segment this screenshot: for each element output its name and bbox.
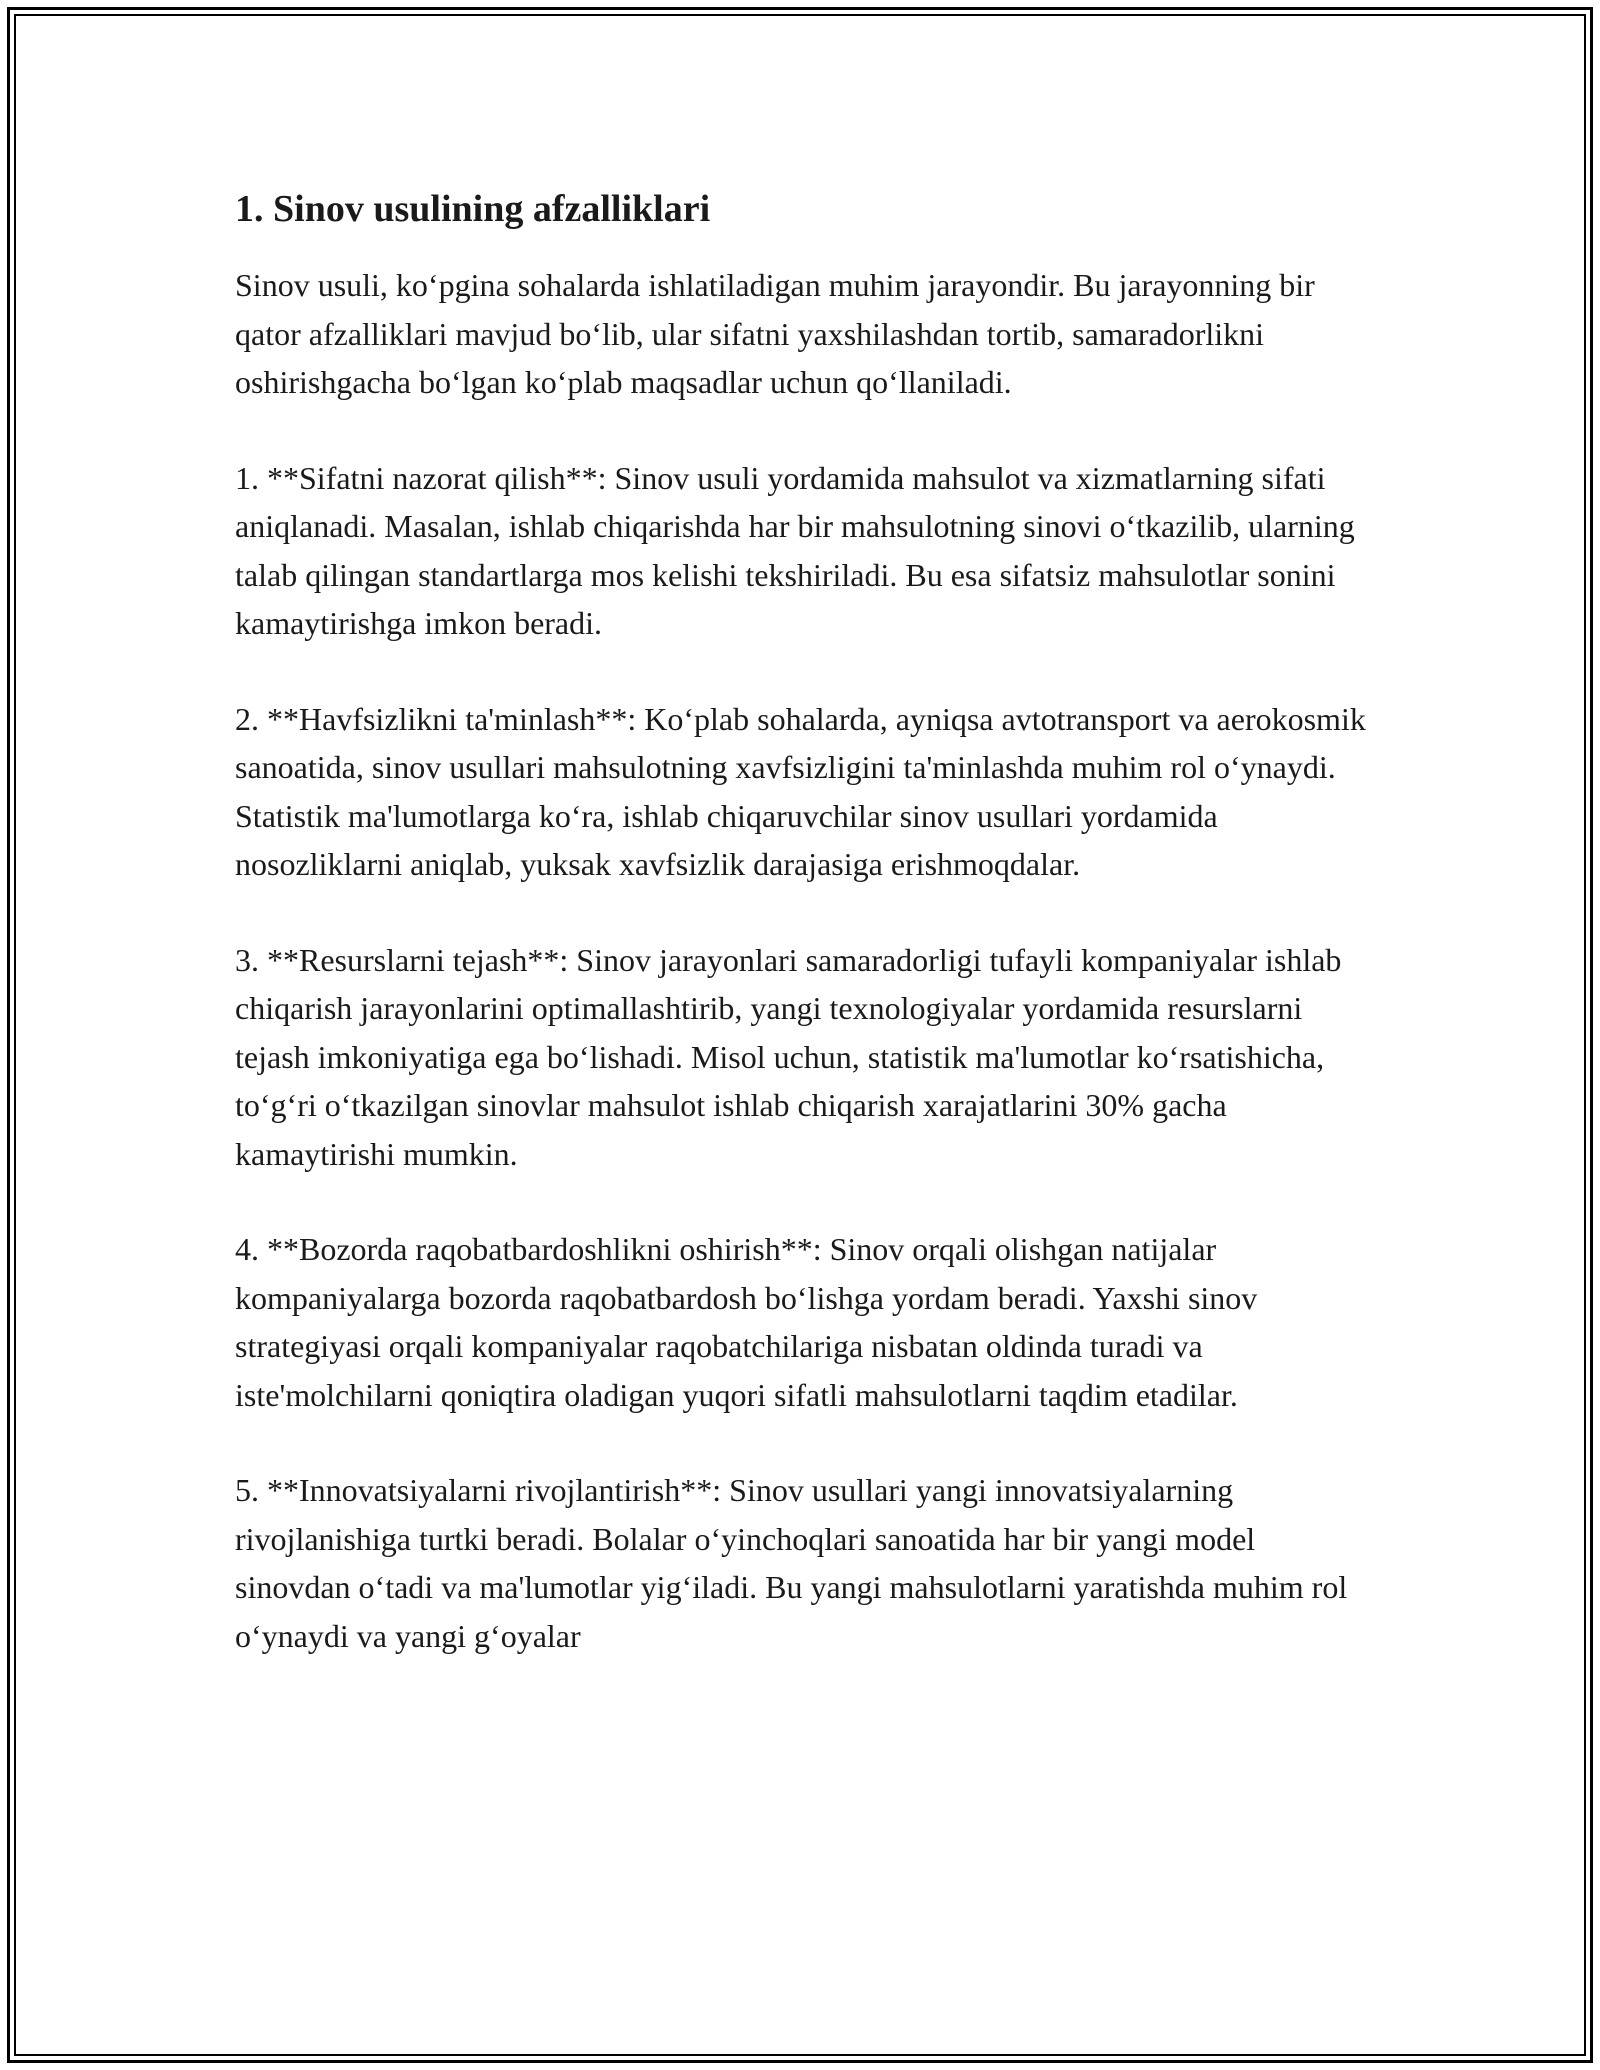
- intro-paragraph: Sinov usuli, ko‘pgina sohalarda ishlatiladigan muhim jarayondir. Bu jarayonning bir qator afzalliklari mavjud bo‘lib, ular sifatni yaxshilashdan tortib, samaradorlikni oshirishgacha bo‘lgan ko‘plab maqsadlar uchun qo‘llaniladi.: [235, 267, 1315, 400]
- paragraph-quality-control: 1. **Sifatni nazorat qilish**: Sinov usuli yordamida mahsulot va xizmatlarning sifati aniqlanadi. Masalan, ishlab chiqarishda har bir mahsulotning sinovi o‘tkazilib, ularning talab qilingan standartlarga mos kelishi tekshiriladi. Bu esa sifatsiz mahsulotlar sonini kamaytirishga imkon beradi.: [235, 459, 1355, 641]
- paragraph-safety: 2. **Havfsizlikni ta'minlash**: Ko‘plab sohalarda, ayniqsa avtotransport va aerokosmik sanoatida, sinov usullari mahsulotning xavfsizligini ta'minlashda muhim rol o‘ynaydi. Statistik ma'lumotlarga ko‘ra, ishlab chiqaruvchilar sinov usullari yordamida nosozliklarni aniqlab, yuksak xavfsizlik darajasiga erishmoqdalar.: [235, 700, 1366, 882]
- paragraph-innovation: 5. **Innovatsiyalarni rivojlantirish**: Sinov usullari yangi innovatsiyalarning rivojlanishiga turtki beradi. Bolalar o‘yinchoqlari sanoatida har bir yangi model sinovdan o‘tadi va ma'lumotlar yig‘iladi. Bu yangi mahsulotlarni yaratishda muhim rol o‘ynaydi va yangi g‘oyalar: [235, 1472, 1348, 1654]
- paragraph-competitiveness: 4. **Bozorda raqobatbardoshlikni oshirish**: Sinov orqali olishgan natijalar kompaniyalarga bozorda raqobatbardosh bo‘lishga yordam beradi. Yaxshi sinov strategiyasi orqali kompaniyalar raqobatchilariga nisbatan oldinda turadi va iste'molchilarni qoniqtira oladigan yuqori sifatli mahsulotlarni taqdim etadilar.: [235, 1231, 1258, 1413]
- section-heading: 1. Sinov usulining afzalliklari: [235, 188, 711, 230]
- document-body: [235, 185, 1375, 1707]
- paragraph-resource-saving: 3. **Resurslarni tejash**: Sinov jarayonlari samaradorligi tufayli kompaniyalar ishlab chiqarish jarayonlarini optimallashtirib, yangi texnologiyalar yordamida resurslarni tejash imkoniyatiga ega bo‘lishadi. Misol uchun, statistik ma'lumotlar ko‘rsatishicha, to‘g‘ri o‘tkazilgan sinovlar mahsulot ishlab chiqarish xarajatlarini 30% gacha kamaytirishi mumkin.: [235, 941, 1342, 1172]
